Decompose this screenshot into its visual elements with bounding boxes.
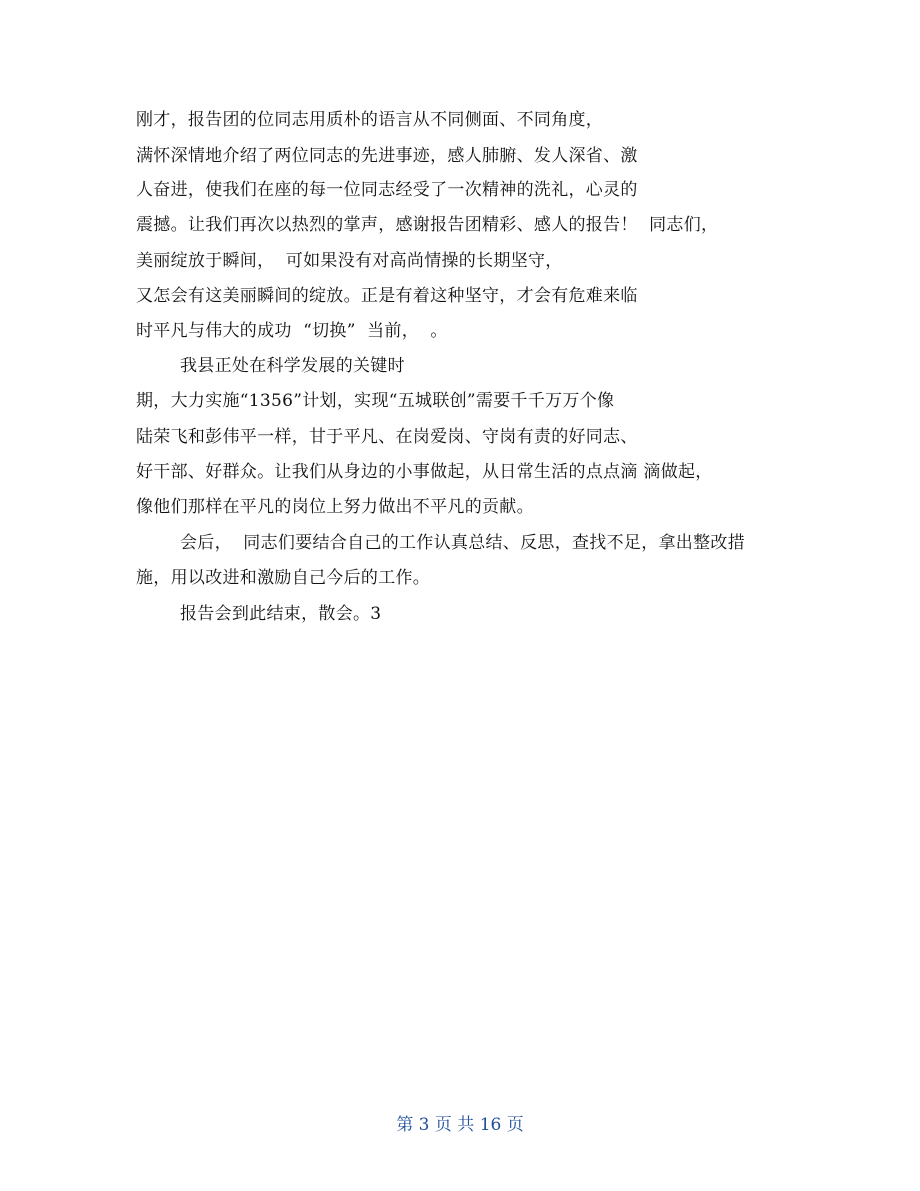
paragraph-line-14: 施，用以改进和激励自己今后的工作。 [136, 568, 431, 588]
paragraph-line-12: 像他们那样在平凡的岗位上努力做出不平凡的贡献。 [136, 497, 534, 517]
paragraph-line-13: 会后， 同志们要结合自己的工作认真总结、反思，查找不足，拿出整改措 [180, 533, 746, 553]
paragraph-line-11: 好干部、好群众。让我们从身边的小事做起，从日常生活的点点滴 滴做起， [136, 462, 713, 482]
paragraph-line-2: 满怀深情地介绍了两位同志的先进事迹，感人肺腑、发人深省、激 [136, 146, 638, 166]
paragraph-line-3: 人奋进，使我们在座的每一位同志经受了一次精神的洗礼，心灵的 [136, 180, 638, 200]
paragraph-line-10: 陆荣飞和彭伟平一样，甘于平凡、在岗爱岗、守岗有责的好同志、 [136, 427, 638, 447]
paragraph-line-4: 震撼。让我们再次以热烈的掌声，感谢报告团精彩、感人的报告！ 同志们， [136, 215, 719, 235]
paragraph-line-6: 又怎会有这美丽瞬间的绽放。正是有着这种坚守，才会有危难来临 [136, 286, 638, 306]
paragraph-line-8: 我县正处在科学发展的关键时 [180, 356, 405, 376]
paragraph-line-1: 刚才，报告团的位同志用质朴的语言从不同侧面、不同角度， [136, 110, 604, 130]
page-number-footer: 第 3 页 共 16 页 [396, 1115, 524, 1135]
paragraph-line-7: 时平凡与伟大的成功 “切换” 当前， 。 [136, 321, 448, 341]
paragraph-line-5: 美丽绽放于瞬间， 可如果没有对高尚情操的长期坚守， [136, 251, 563, 271]
paragraph-line-15: 报告会到此结束，散会。3 [180, 604, 382, 624]
paragraph-line-9: 期，大力实施“1356”计划，实现“五城联创”需要千千万万个像 [136, 391, 615, 411]
